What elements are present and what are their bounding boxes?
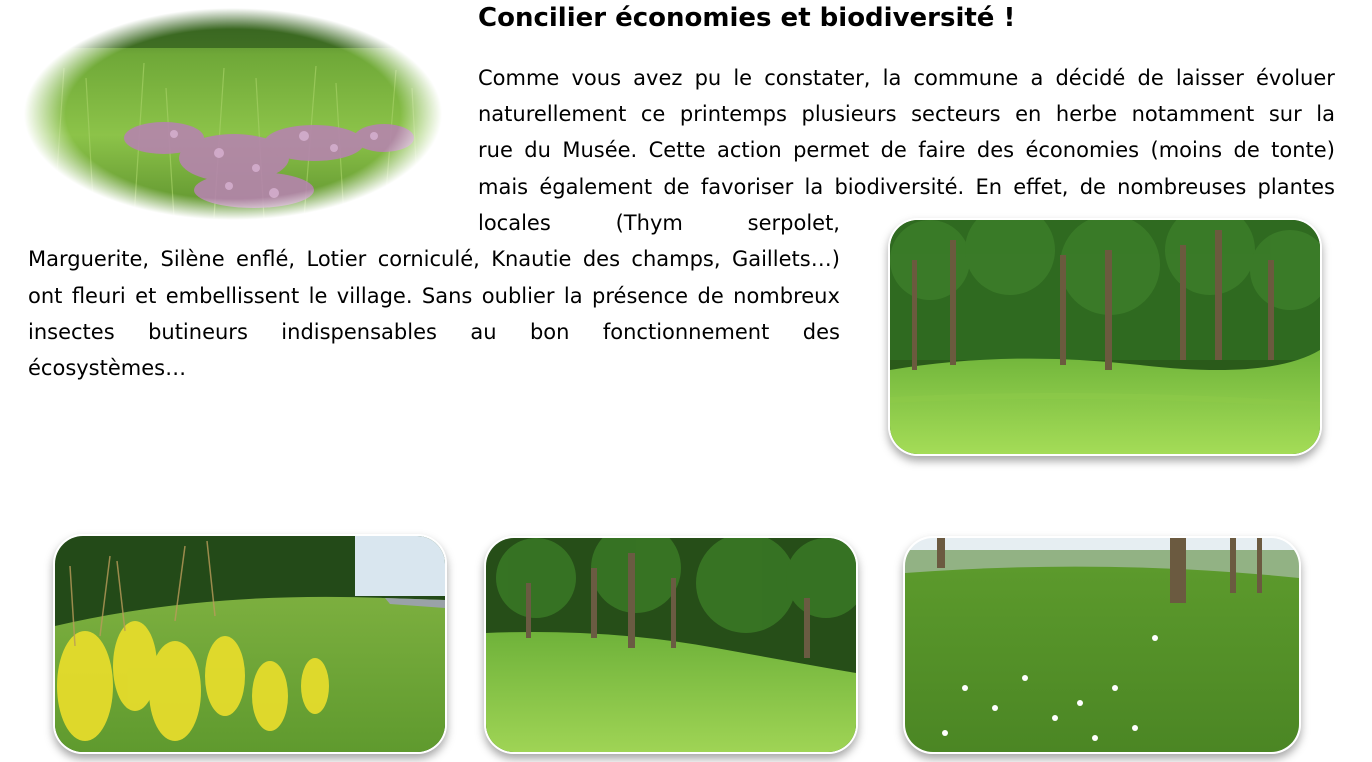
body-word: champs, (631, 247, 721, 271)
body-word: de (1233, 138, 1260, 162)
body-word: Cette (648, 138, 706, 162)
body-word: au (470, 320, 497, 344)
article-heading: Concilier économies et biodiversité ! (478, 3, 1016, 33)
body-word: le (733, 66, 753, 90)
body-word: mais (478, 175, 529, 199)
body-word: présence (592, 284, 689, 308)
pine-clearing-photo (484, 536, 858, 754)
body-word: serpolet, (747, 211, 840, 235)
body-word: secteurs (911, 102, 1001, 126)
body-word: vous (571, 66, 622, 90)
body-word: en (1015, 102, 1042, 126)
body-word: favoriser (700, 175, 794, 199)
body-word: Marguerite, (28, 247, 150, 271)
body-word: permet (793, 138, 870, 162)
body-word: (moins (1150, 138, 1223, 162)
body-word: la (563, 284, 583, 308)
meadow-thyme-photo (24, 8, 442, 220)
body-word: de (663, 175, 690, 199)
body-word: nombreuses (1117, 175, 1247, 199)
body-word: oublier (481, 284, 555, 308)
body-word: printemps (679, 102, 787, 126)
body-line: écosystèmes… (28, 356, 187, 380)
body-word: (Thym (615, 211, 683, 235)
body-word: commune (913, 66, 1019, 90)
body-word: Comme (478, 66, 560, 90)
body-word: la (1316, 102, 1335, 126)
body-word: des (802, 320, 840, 344)
body-word: avez (633, 66, 683, 90)
body-word: insectes (28, 320, 115, 344)
body-word: du (524, 138, 551, 162)
body-word: plantes (1257, 175, 1335, 199)
body-word: constater, (764, 66, 871, 90)
body-word: de (1079, 175, 1106, 199)
body-word: a (1030, 66, 1044, 90)
body-word: de (697, 284, 724, 308)
body-word: ont (28, 284, 63, 308)
body-word: village. (336, 284, 413, 308)
body-word: indispensables (281, 320, 437, 344)
body-word: des (582, 247, 621, 271)
body-line (28, 317, 840, 347)
body-word: de (880, 138, 907, 162)
body-word: notamment (1131, 102, 1255, 126)
body-line (478, 172, 1335, 202)
body-word: fleuri (71, 284, 126, 308)
body-word: sur (1268, 102, 1302, 126)
body-word: herbe (1055, 102, 1118, 126)
body-word: laisser (1175, 66, 1244, 90)
body-line (28, 281, 840, 311)
body-word: nombreux (733, 284, 840, 308)
body-line (478, 99, 1335, 129)
daisy-meadow-photo (903, 536, 1301, 754)
body-word: évoluer (1256, 66, 1335, 90)
body-word: En (975, 175, 1003, 199)
body-word: locales (478, 211, 551, 235)
body-word: la (882, 66, 902, 90)
body-word: corniculé, (377, 247, 480, 271)
yellow-bedstraw-verge-photo (53, 534, 447, 754)
body-word: et (135, 284, 157, 308)
body-word: Gaillets…) (731, 247, 840, 271)
body-word: Sans (421, 284, 473, 308)
body-line (478, 63, 1335, 93)
body-word: pu (694, 66, 722, 90)
body-word: Knautie (491, 247, 572, 271)
body-word: enflé, (236, 247, 296, 271)
body-word: butineurs (148, 320, 248, 344)
body-word: ce (640, 102, 666, 126)
body-word: le (308, 284, 328, 308)
body-word: rue (478, 138, 513, 162)
body-word: décidé (1055, 66, 1126, 90)
body-word: biodiversité. (834, 175, 965, 199)
body-line (478, 135, 1335, 165)
body-word: plusieurs (801, 102, 897, 126)
body-word: des (976, 138, 1015, 162)
body-word: faire (918, 138, 966, 162)
body-word: bon (529, 320, 570, 344)
body-word: Silène (160, 247, 225, 271)
body-word: économies (1025, 138, 1140, 162)
body-line (478, 208, 840, 238)
body-word: effet, (1013, 175, 1069, 199)
body-word: action (717, 138, 782, 162)
body-word: tonte) (1271, 138, 1335, 162)
body-line (28, 244, 840, 274)
body-word: fonctionnement (602, 320, 770, 344)
body-word: Lotier (306, 247, 367, 271)
body-word: la (804, 175, 824, 199)
body-word: Musée. (562, 138, 638, 162)
body-word: de (1137, 66, 1164, 90)
body-word: naturellement (478, 102, 627, 126)
body-word: embellissent (165, 284, 300, 308)
body-word: également (539, 175, 653, 199)
pine-woodland-photo (888, 218, 1322, 456)
